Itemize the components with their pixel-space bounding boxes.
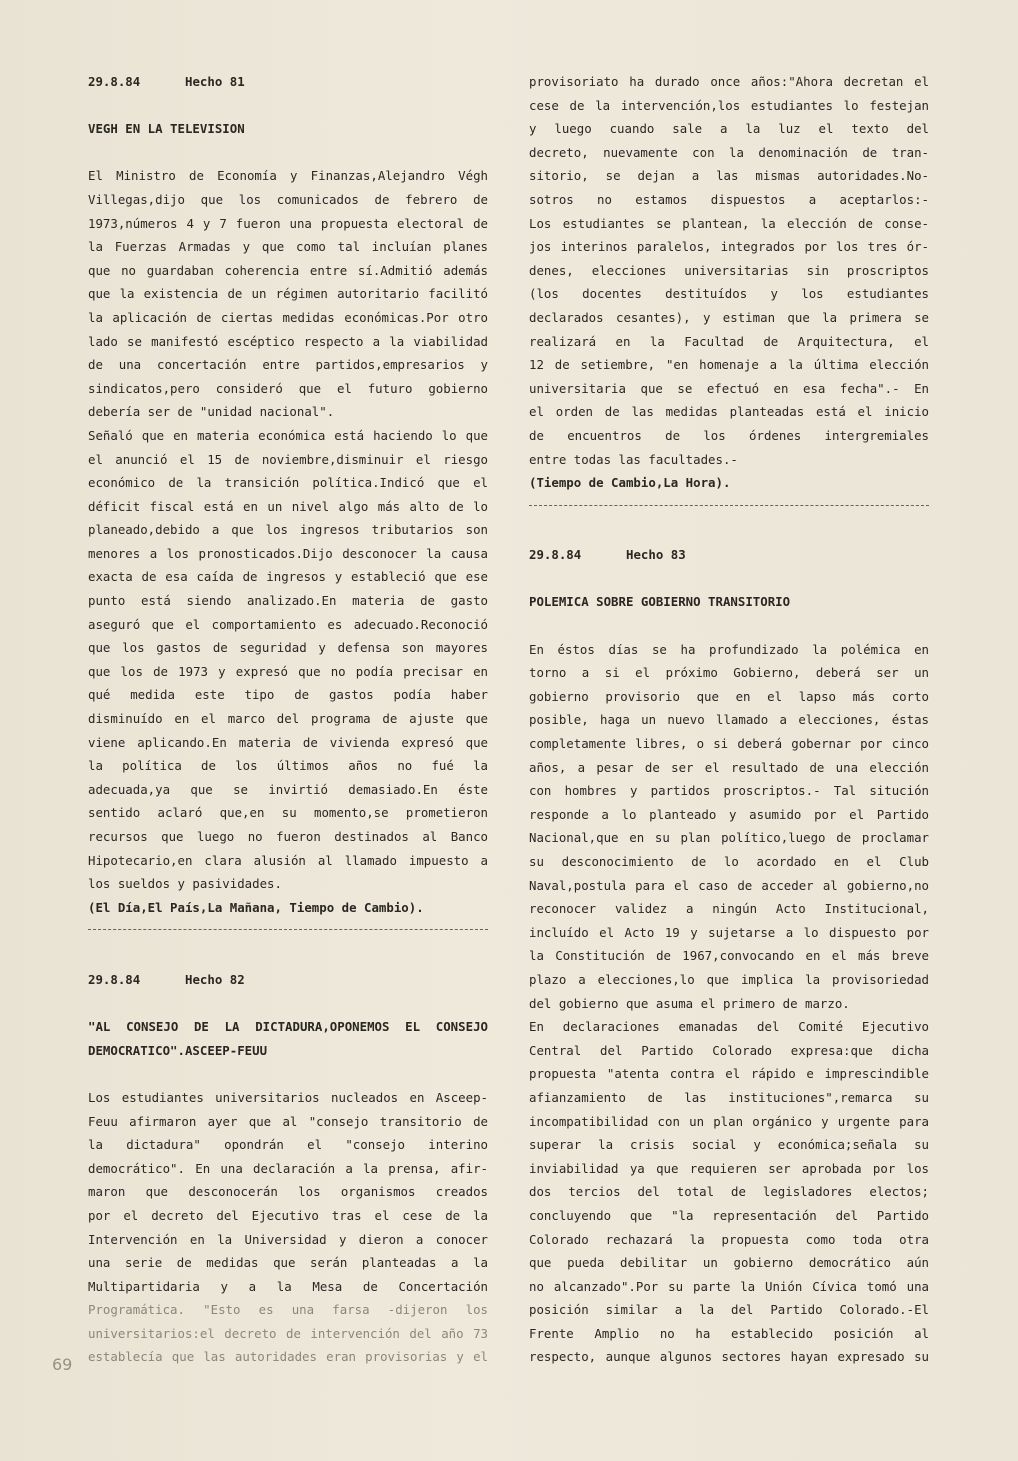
text-line: viene aplicando.En materia de vivienda expresó que [88, 734, 488, 750]
text-line: qué medida este tipo de gastos podía haber [88, 687, 488, 703]
text-line: años, a pesar de ser el resultado de una elección [529, 759, 929, 775]
text-line: entre todas las facultades.- [529, 451, 738, 467]
text-line: cese de la intervención,los estudiantes lo festejan [529, 97, 929, 113]
section-divider [529, 505, 929, 506]
text-line: su desconocimiento de lo acordado en el Club [529, 854, 929, 869]
text-line: torno a si el próximo Gobierno, deberá ser un [529, 665, 929, 681]
text-line: incompatibilidad con un plan orgánico y urgente para [529, 1113, 929, 1129]
text-line: realizará en la Facultad de Arquitectura, el [529, 333, 929, 349]
section-divider [88, 929, 488, 930]
hecho-81-source: (El Día,El País,La Mañana, Tiempo de Cambio). [88, 899, 424, 915]
right-column [529, 70, 929, 1369]
hecho-83-title: POLEMICA SOBRE GOBIERNO TRANSITORIO [529, 594, 791, 610]
text-line: plazo a elecciones,lo que implica la provisoriedad [529, 971, 929, 987]
text-line: El Ministro de Economía y Finanzas,Alejandro Végh [88, 168, 488, 184]
hecho-83-header [529, 543, 929, 567]
hecho-82-label: Hecho 82 [184, 971, 245, 987]
text-line: que la existencia de un régimen autoritario facilitó [88, 286, 488, 302]
text-line: 12 de setiembre, "en homenaje a la última elección [529, 357, 929, 373]
text-line: Nacional,que en su plan político,luego de proclamar [529, 830, 929, 846]
text-line: el orden de las medidas planteadas está el inicio [529, 404, 929, 420]
text-line: no alcanzado".Por su parte la Unión Cívica tomó una [529, 1278, 929, 1294]
text-line: propuesta "atenta contra el rápido e imprescindible [529, 1066, 929, 1082]
hecho-82-title [88, 1015, 488, 1062]
text-line: Señaló que en materia económica está haciendo lo que [88, 427, 488, 443]
text-line: DEMOCRATICO".ASCEEP-FEUU [88, 1042, 268, 1058]
text-line: sotros no estamos dispuestos a aceptarlos:- [529, 191, 929, 207]
text-line: adecuada,ya que se invirtió demasiado.En éste [88, 781, 488, 797]
text-line: dos tercios del total de legisladores electos; [529, 1184, 929, 1200]
text-line: la aplicación de ciertas medidas económicas.Por otro [88, 309, 488, 325]
text-line: universitaria que se efectuó en esa fecha".- En [529, 380, 929, 396]
text-line: que pueda debilitar un gobierno democrático aún [529, 1255, 929, 1271]
text-line: Frente Amplio no ha establecido posición al [529, 1325, 929, 1341]
left-column [88, 70, 488, 1369]
text-line: sitorio, se dejan a las mismas autoridades.No- [529, 168, 929, 184]
text-line: Los estudiantes universitarios nucleados en Asceep- [88, 1089, 488, 1105]
hecho-83-label: Hecho 83 [625, 547, 686, 563]
text-line: En declaraciones emanadas del Comité Ejecutivo [529, 1019, 929, 1035]
text-line: del gobierno que asuma el primero de marzo. [529, 995, 850, 1011]
text-line: la Fuerzas Armadas y que como tal incluían planes [88, 239, 488, 255]
text-line: posible, haga un nuevo llamado a elecciones, éstas [529, 712, 929, 728]
hecho-81-body [88, 164, 488, 895]
text-line: planeado,debido a que los ingresos tributarios son [88, 522, 488, 538]
text-line: exacta de esa caída de ingresos y estableció que ese [88, 569, 488, 585]
text-line: menores a los pronosticados.Dijo desconocer la causa [88, 545, 488, 561]
text-line: establecía que las autoridades eran provisorias y el [88, 1349, 488, 1365]
text-line: universitarios:el decreto de intervención del año 73 [88, 1325, 488, 1341]
text-line: responde a lo planteado y asumido por el Partido [529, 806, 929, 822]
text-line: los sueldos y pasividades. [88, 876, 282, 892]
text-line: aseguró que el comportamiento es adecuado.Reconoció [88, 616, 488, 632]
text-line: Programática. "Esto es una farsa -dijeron los [88, 1302, 488, 1318]
text-line: Los estudiantes se plantean, la elección de conse- [529, 215, 929, 231]
text-line: la Constitución de 1967,convocando en el más breve [529, 948, 929, 964]
text-line: jos interinos paralelos, integrados por los tres ór- [529, 239, 929, 255]
hecho-81-title: VEGH EN LA TELEVISION [88, 121, 245, 137]
text-line: Multipartidaria y a la Mesa de Concertación [88, 1278, 488, 1294]
text-line: que no guardaban coherencia entre sí.Admitió además [88, 262, 488, 278]
text-line: el anunció el 15 de noviembre,disminuir el riesgo [88, 451, 488, 467]
text-line: Intervención en la Universidad y dieron a conocer [88, 1231, 488, 1247]
text-line: En éstos días se ha profundizado la polémica en [529, 641, 929, 657]
hecho-81-header [88, 70, 488, 94]
text-line: sindicatos,pero consideró que el futuro gobierno [88, 380, 488, 396]
text-line: "AL CONSEJO DE LA DICTADURA,OPONEMOS EL CONSEJO [88, 1019, 488, 1035]
text-line: denes, elecciones universitarias sin proscriptos [529, 262, 929, 278]
text-line: Colorado rechazará la propuesta como toda otra [529, 1231, 929, 1247]
hecho-83-date: 29.8.84 [529, 547, 582, 563]
text-line: y luego cuando sale a la luz el texto del [529, 121, 929, 137]
hecho-82-continuation-body [529, 70, 929, 471]
hecho-82-date: 29.8.84 [88, 971, 141, 987]
text-line: Central del Partido Colorado expresa:que dicha [529, 1042, 929, 1058]
text-line: Feuu afirmaron ayer que al "consejo transitorio de [88, 1113, 488, 1129]
text-line: con hombres y partidos proscriptos.- Tal situción [529, 783, 929, 799]
text-line: déficit fiscal está en un nivel algo más alto de lo [88, 498, 488, 514]
text-line: económico de la transición política.Indicó que el [88, 475, 488, 491]
text-line: concluyendo que "la representación del Partido [529, 1207, 929, 1223]
text-line: la dictadura" opondrán el "consejo interino [88, 1137, 488, 1153]
text-line: que los de 1973 y expresó que no podía precisar en [88, 663, 488, 679]
text-line: superar la crisis social y económica;señala su [529, 1137, 929, 1153]
text-line: respecto, aunque algunos sectores hayan expresado su [529, 1349, 929, 1365]
text-line: posición similar a la del Partido Colorado.-El [529, 1302, 929, 1318]
text-line: una serie de medidas que serán planteadas a la [88, 1255, 488, 1271]
text-line: por el decreto del Ejecutivo tras el cese de la [88, 1207, 488, 1223]
page-number: 69 [52, 1355, 73, 1374]
text-line: Naval,postula para el caso de acceder al gobierno,no [529, 877, 929, 893]
text-line: reconocer validez a ningún Acto Institucional, [529, 901, 929, 917]
hecho-83-body [529, 638, 929, 1369]
text-line: disminuído en el marco del programa de ajuste que [88, 711, 488, 727]
hecho-81-label: Hecho 81 [184, 74, 245, 89]
text-line: que los gastos de seguridad y defensa son mayores [88, 640, 488, 656]
text-line: provisoriato ha durado once años:"Ahora decretan el [529, 74, 929, 89]
text-line: gobierno provisorio que en el lapso más corto [529, 688, 929, 704]
text-line: (los docentes destituídos y los estudiantes [529, 286, 929, 302]
text-line: democrático". En una declaración a la prensa, afir- [88, 1160, 488, 1176]
hecho-81-date: 29.8.84 [88, 74, 141, 89]
text-line: de una concertación entre partidos,empresarios y [88, 357, 488, 373]
text-line: lado se manifestó escéptico respecto a la viabilidad [88, 333, 488, 349]
text-line: de encuentros de los órdenes intergremiales [529, 427, 929, 443]
text-line: sentido aclaró que,en su momento,se prometieron [88, 805, 488, 821]
text-line: completamente libres, o si deberá gobernar por cinco [529, 736, 929, 752]
hecho-82-body [88, 1086, 488, 1369]
hecho-82-source: (Tiempo de Cambio,La Hora). [529, 475, 731, 491]
text-line: inviabilidad ya que requieren ser aprobada por los [529, 1160, 929, 1176]
text-line: incluído el Acto 19 y sujetarse a lo dispuesto por [529, 924, 929, 940]
hecho-82-header [88, 968, 488, 992]
text-line: debería ser de "unidad nacional". [88, 404, 335, 420]
text-line: Villegas,dijo que los comunicados de febrero de [88, 191, 488, 207]
text-line: maron que desconocerán los organismos creados [88, 1184, 488, 1200]
text-line: recursos que luego no fueron destinados al Banco [88, 829, 488, 844]
text-line: Hipotecario,en clara alusión al llamado impuesto a [88, 852, 488, 868]
text-line: 1973,números 4 y 7 fueron una propuesta electoral de [88, 215, 488, 231]
text-line: declarados cesantes), y estiman que la primera se [529, 309, 929, 325]
text-line: la política de los últimos años no fué la [88, 758, 488, 774]
text-line: afianzamiento de las instituciones",remarca su [529, 1089, 929, 1105]
text-line: decreto, nuevamente con la denominación de tran- [529, 144, 929, 160]
text-line: punto está siendo analizado.En materia de gasto [88, 593, 488, 609]
